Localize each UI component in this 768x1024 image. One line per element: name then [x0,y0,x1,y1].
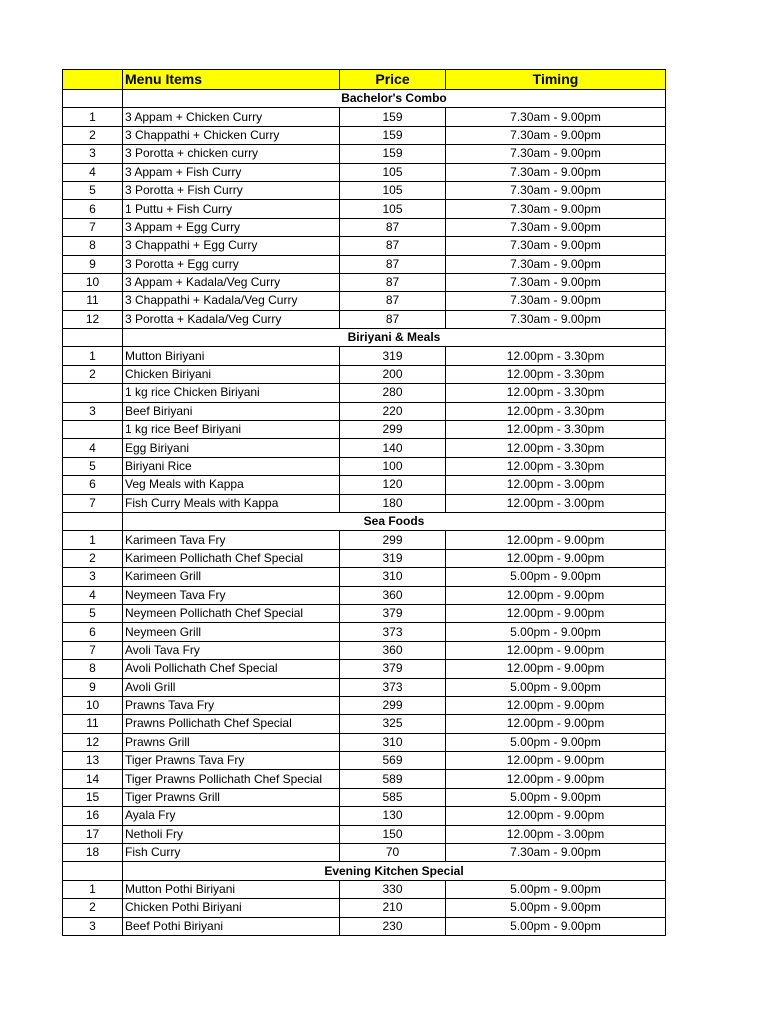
row-number: 18 [63,844,123,862]
header-row [63,70,666,90]
row-number: 12 [63,310,123,328]
section-blank-cell [63,512,123,530]
section-header-row [63,90,666,108]
menu-item-name: 3 Porotta + chicken curry [123,145,340,163]
menu-row [63,733,666,751]
menu-item-name: Tiger Prawns Tava Fry [123,752,340,770]
menu-row [63,439,666,457]
menu-row [63,752,666,770]
menu-row [63,880,666,898]
menu-row [63,825,666,843]
menu-item-price: 373 [340,678,446,696]
menu-item-timing: 12.00pm - 3.30pm [446,384,666,402]
row-number: 5 [63,457,123,475]
row-number: 11 [63,715,123,733]
menu-item-timing: 5.00pm - 9.00pm [446,788,666,806]
menu-item-timing: 7.30am - 9.00pm [446,200,666,218]
row-number: 9 [63,255,123,273]
menu-row [63,163,666,181]
section-title: Sea Foods [123,512,666,530]
menu-row [63,126,666,144]
menu-row [63,218,666,236]
row-number: 6 [63,476,123,494]
menu-item-price: 159 [340,126,446,144]
menu-item-price: 87 [340,218,446,236]
menu-item-timing: 5.00pm - 9.00pm [446,678,666,696]
menu-item-price: 220 [340,402,446,420]
menu-item-price: 159 [340,145,446,163]
menu-row [63,788,666,806]
menu-item-timing: 5.00pm - 9.00pm [446,623,666,641]
row-number: 11 [63,292,123,310]
menu-item-name: Neymeen Grill [123,623,340,641]
menu-item-name: Mutton Biriyani [123,347,340,365]
menu-row [63,181,666,199]
menu-item-timing: 12.00pm - 9.00pm [446,752,666,770]
menu-item-price: 299 [340,421,446,439]
menu-item-timing: 12.00pm - 9.00pm [446,549,666,567]
menu-item-name: 3 Appam + Egg Curry [123,218,340,236]
menu-row [63,696,666,714]
menu-item-price: 105 [340,200,446,218]
menu-item-name: 3 Chappathi + Chicken Curry [123,126,340,144]
row-number: 6 [63,623,123,641]
row-number: 15 [63,788,123,806]
menu-item-price: 159 [340,108,446,126]
menu-item-name: Neymeen Tava Fry [123,586,340,604]
row-number: 2 [63,126,123,144]
row-number: 3 [63,568,123,586]
row-number: 8 [63,237,123,255]
menu-row [63,586,666,604]
menu-item-name: Chicken Pothi Biriyani [123,899,340,917]
section-blank-cell [63,862,123,880]
row-number: 4 [63,163,123,181]
row-number: 16 [63,807,123,825]
menu-item-timing: 5.00pm - 9.00pm [446,880,666,898]
menu-row [63,660,666,678]
row-number: 3 [63,917,123,935]
menu-row [63,770,666,788]
menu-item-name: Tiger Prawns Pollichath Chef Special [123,770,340,788]
menu-item-price: 87 [340,255,446,273]
row-number: 5 [63,604,123,622]
menu-item-name: Fish Curry Meals with Kappa [123,494,340,512]
menu-item-name: Mutton Pothi Biriyani [123,880,340,898]
row-number: 9 [63,678,123,696]
menu-row [63,273,666,291]
menu-item-name: Beef Pothi Biriyani [123,917,340,935]
menu-item-price: 100 [340,457,446,475]
menu-item-price: 87 [340,237,446,255]
menu-item-timing: 12.00pm - 9.00pm [446,715,666,733]
menu-row [63,844,666,862]
row-number: 8 [63,660,123,678]
section-header-row [63,512,666,530]
row-number [63,421,123,439]
menu-item-name: Veg Meals with Kappa [123,476,340,494]
row-number: 12 [63,733,123,751]
menu-row [63,255,666,273]
header-timing: Timing [446,70,666,90]
menu-item-timing: 7.30am - 9.00pm [446,292,666,310]
menu-item-price: 140 [340,439,446,457]
menu-row [63,457,666,475]
menu-item-timing: 12.00pm - 3.30pm [446,457,666,475]
menu-row [63,365,666,383]
menu-item-timing: 12.00pm - 3.30pm [446,421,666,439]
menu-item-timing: 7.30am - 9.00pm [446,310,666,328]
menu-item-price: 589 [340,770,446,788]
menu-item-timing: 7.30am - 9.00pm [446,181,666,199]
menu-row [63,531,666,549]
row-number: 10 [63,273,123,291]
menu-item-price: 310 [340,733,446,751]
row-number: 3 [63,145,123,163]
row-number: 1 [63,347,123,365]
row-number: 4 [63,586,123,604]
header-menu-items: Menu Items [123,70,340,90]
menu-item-name: Ayala Fry [123,807,340,825]
menu-item-name: Biriyani Rice [123,457,340,475]
menu-item-price: 70 [340,844,446,862]
row-number: 17 [63,825,123,843]
menu-item-name: 1 kg rice Chicken Biriyani [123,384,340,402]
menu-item-name: 3 Appam + Kadala/Veg Curry [123,273,340,291]
menu-item-timing: 12.00pm - 3.30pm [446,365,666,383]
section-title: Biriyani & Meals [123,329,666,347]
row-number: 4 [63,439,123,457]
menu-item-name: 3 Appam + Fish Curry [123,163,340,181]
menu-row [63,568,666,586]
row-number: 5 [63,181,123,199]
menu-item-price: 379 [340,604,446,622]
menu-table [62,69,666,936]
row-number: 1 [63,531,123,549]
menu-row [63,494,666,512]
menu-item-timing: 12.00pm - 9.00pm [446,531,666,549]
section-blank-cell [63,329,123,347]
menu-item-name: Egg Biriyani [123,439,340,457]
menu-item-price: 230 [340,917,446,935]
menu-item-name: Beef Biriyani [123,402,340,420]
menu-item-timing: 12.00pm - 3.00pm [446,825,666,843]
menu-item-price: 130 [340,807,446,825]
menu-item-price: 330 [340,880,446,898]
row-number: 3 [63,402,123,420]
menu-item-price: 360 [340,586,446,604]
menu-item-timing: 7.30am - 9.00pm [446,108,666,126]
menu-item-name: Avoli Tava Fry [123,641,340,659]
menu-item-timing: 12.00pm - 9.00pm [446,660,666,678]
menu-item-price: 585 [340,788,446,806]
menu-row [63,476,666,494]
menu-item-price: 310 [340,568,446,586]
menu-row [63,807,666,825]
menu-item-timing: 12.00pm - 9.00pm [446,807,666,825]
menu-item-price: 150 [340,825,446,843]
menu-row [63,384,666,402]
row-number: 2 [63,549,123,567]
menu-item-timing: 12.00pm - 9.00pm [446,586,666,604]
menu-item-timing: 12.00pm - 3.00pm [446,494,666,512]
menu-item-timing: 7.30am - 9.00pm [446,218,666,236]
menu-item-timing: 12.00pm - 3.00pm [446,476,666,494]
menu-row [63,108,666,126]
menu-item-name: Tiger Prawns Grill [123,788,340,806]
section-header-row [63,329,666,347]
row-number: 7 [63,641,123,659]
menu-item-timing: 7.30am - 9.00pm [446,145,666,163]
row-number: 14 [63,770,123,788]
menu-item-name: Avoli Grill [123,678,340,696]
menu-item-name: Karimeen Grill [123,568,340,586]
section-title: Bachelor's Combo [123,90,666,108]
menu-item-name: 3 Chappathi + Kadala/Veg Curry [123,292,340,310]
section-header-row [63,862,666,880]
row-number: 6 [63,200,123,218]
menu-item-price: 105 [340,181,446,199]
menu-item-timing: 7.30am - 9.00pm [446,255,666,273]
menu-row [63,917,666,935]
menu-item-name: 3 Porotta + Egg curry [123,255,340,273]
menu-item-timing: 12.00pm - 9.00pm [446,641,666,659]
menu-item-price: 105 [340,163,446,181]
menu-item-name: 3 Appam + Chicken Curry [123,108,340,126]
menu-row [63,200,666,218]
menu-item-timing: 12.00pm - 9.00pm [446,770,666,788]
menu-row [63,145,666,163]
menu-body [63,90,666,936]
menu-row [63,310,666,328]
menu-item-price: 200 [340,365,446,383]
row-number: 7 [63,218,123,236]
menu-item-timing: 7.30am - 9.00pm [446,844,666,862]
menu-item-price: 325 [340,715,446,733]
menu-item-name: Netholi Fry [123,825,340,843]
menu-item-name: Karimeen Pollichath Chef Special [123,549,340,567]
menu-item-price: 360 [340,641,446,659]
menu-item-timing: 12.00pm - 3.30pm [446,439,666,457]
menu-item-name: Prawns Pollichath Chef Special [123,715,340,733]
menu-item-price: 180 [340,494,446,512]
menu-item-timing: 7.30am - 9.00pm [446,163,666,181]
menu-item-price: 373 [340,623,446,641]
menu-item-timing: 7.30am - 9.00pm [446,126,666,144]
menu-item-price: 87 [340,310,446,328]
menu-item-timing: 5.00pm - 9.00pm [446,568,666,586]
menu-row [63,604,666,622]
menu-item-timing: 5.00pm - 9.00pm [446,899,666,917]
menu-row [63,292,666,310]
menu-item-price: 299 [340,696,446,714]
menu-item-price: 319 [340,549,446,567]
menu-item-price: 120 [340,476,446,494]
menu-item-name: 1 Puttu + Fish Curry [123,200,340,218]
row-number: 10 [63,696,123,714]
menu-row [63,347,666,365]
menu-item-timing: 12.00pm - 9.00pm [446,604,666,622]
menu-row [63,421,666,439]
menu-item-price: 319 [340,347,446,365]
menu-row [63,623,666,641]
row-number [63,384,123,402]
menu-item-timing: 12.00pm - 9.00pm [446,696,666,714]
row-number: 1 [63,880,123,898]
header-number [63,70,123,90]
menu-item-name: Avoli Pollichath Chef Special [123,660,340,678]
menu-item-timing: 12.00pm - 3.30pm [446,402,666,420]
menu-item-name: 3 Chappathi + Egg Curry [123,237,340,255]
menu-row [63,641,666,659]
menu-item-name: Chicken Biriyani [123,365,340,383]
menu-item-name: 1 kg rice Beef Biriyani [123,421,340,439]
menu-row [63,678,666,696]
menu-item-price: 379 [340,660,446,678]
menu-row [63,899,666,917]
menu-item-price: 299 [340,531,446,549]
menu-item-price: 87 [340,292,446,310]
menu-row [63,237,666,255]
row-number: 7 [63,494,123,512]
menu-row [63,549,666,567]
menu-item-price: 87 [340,273,446,291]
menu-item-timing: 7.30am - 9.00pm [446,273,666,291]
menu-row [63,715,666,733]
menu-item-name: Prawns Tava Fry [123,696,340,714]
menu-row [63,402,666,420]
menu-item-name: Karimeen Tava Fry [123,531,340,549]
menu-item-name: Neymeen Pollichath Chef Special [123,604,340,622]
menu-item-name: 3 Porotta + Fish Curry [123,181,340,199]
menu-item-price: 280 [340,384,446,402]
menu-item-name: Prawns Grill [123,733,340,751]
row-number: 1 [63,108,123,126]
menu-item-price: 210 [340,899,446,917]
section-blank-cell [63,90,123,108]
menu-item-timing: 7.30am - 9.00pm [446,237,666,255]
menu-item-name: Fish Curry [123,844,340,862]
menu-item-name: 3 Porotta + Kadala/Veg Curry [123,310,340,328]
row-number: 2 [63,899,123,917]
row-number: 2 [63,365,123,383]
menu-item-timing: 5.00pm - 9.00pm [446,917,666,935]
menu-item-price: 569 [340,752,446,770]
header-price: Price [340,70,446,90]
row-number: 13 [63,752,123,770]
menu-item-timing: 12.00pm - 3.30pm [446,347,666,365]
section-title: Evening Kitchen Special [123,862,666,880]
menu-item-timing: 5.00pm - 9.00pm [446,733,666,751]
